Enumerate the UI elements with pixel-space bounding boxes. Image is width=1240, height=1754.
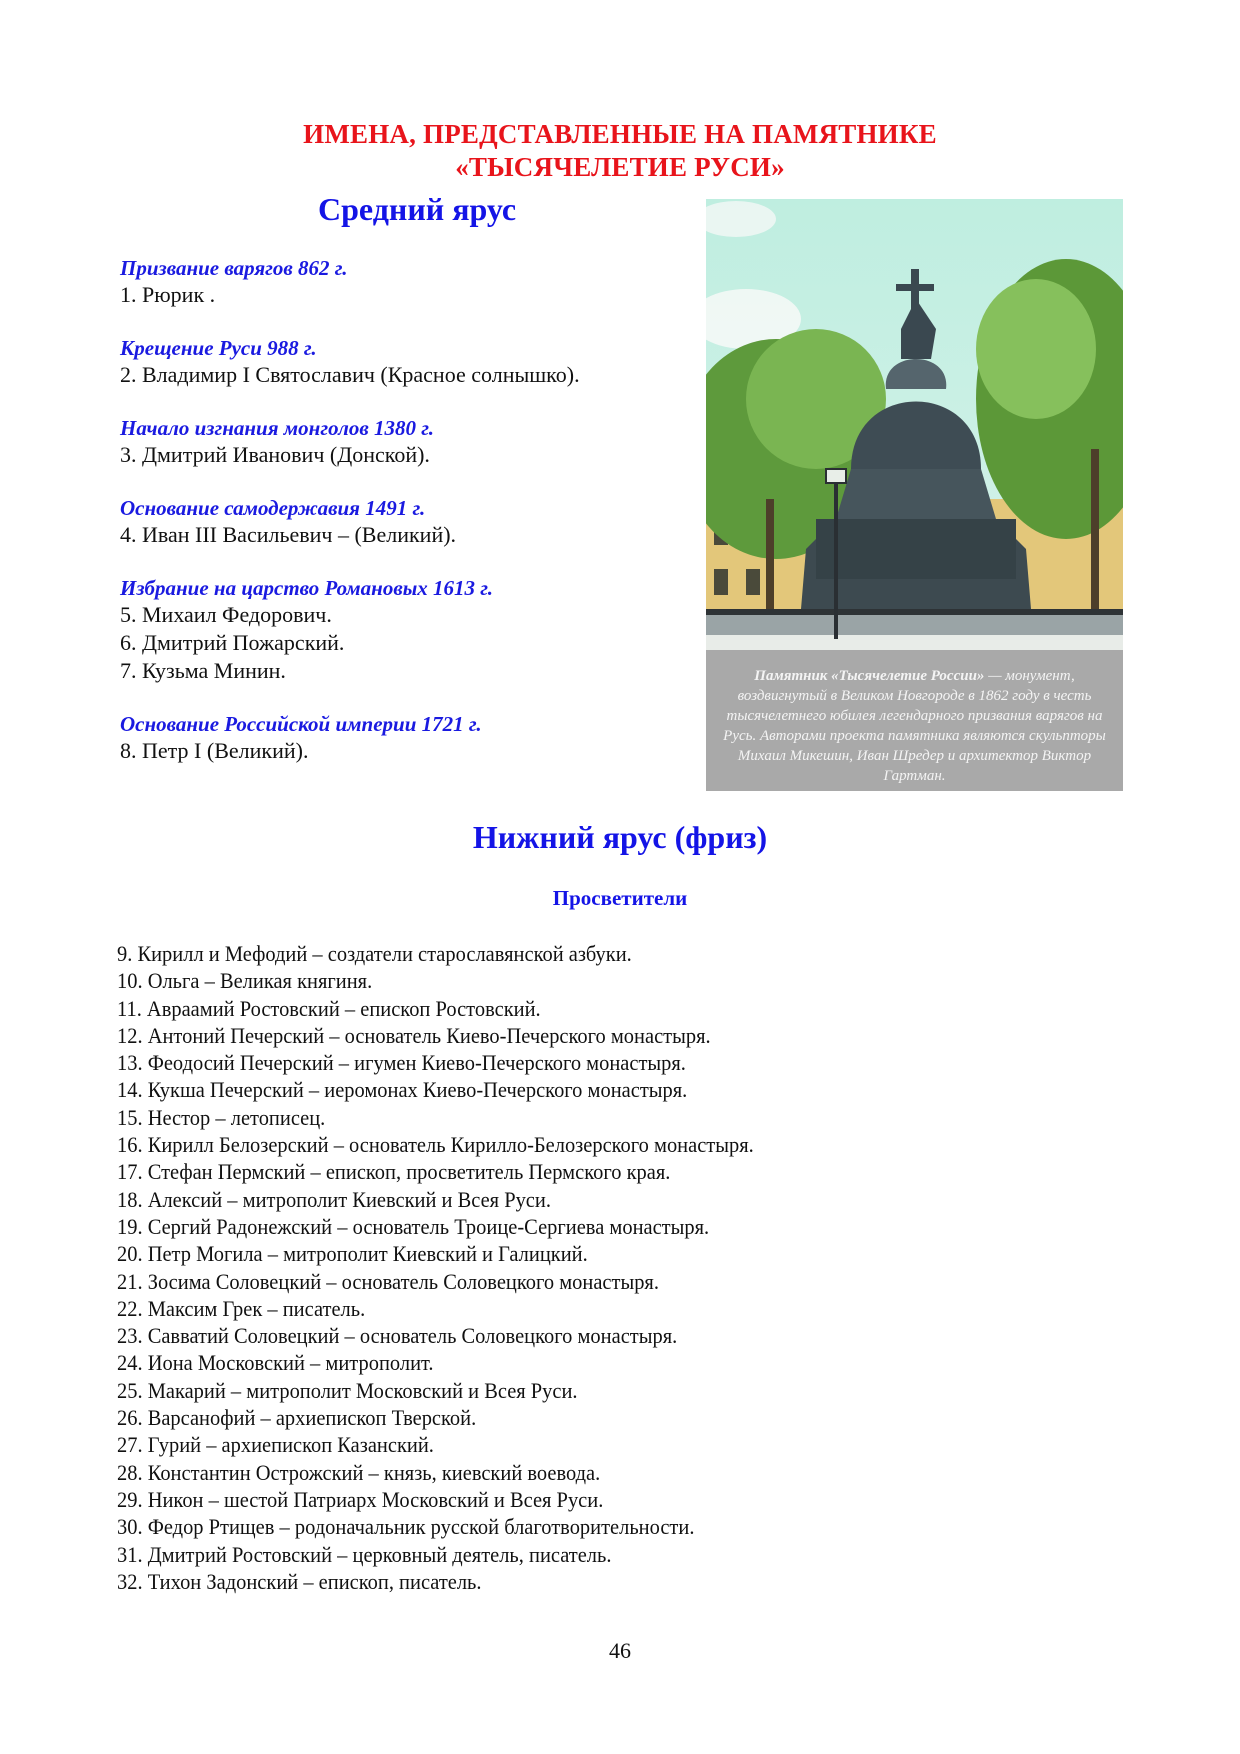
caption-text: — монумент, воздвигнутый в Великом Новгороде в 1862 году в честь тысячелетнего юбилея легендарного призвания варягов на Русь. Авторами проекта памятника являются скульпторы Михаил Микешин, Иван Шредер и архитектор Виктор Гартман.	[723, 668, 1106, 784]
list-item: 25. Макарий – митрополит Московский и Всея Руси.	[117, 1377, 578, 1403]
event-title: Основание самодержавия 1491 г.	[120, 496, 426, 520]
list-item: 21. Зосима Соловецкий – основатель Соловецкого монастыря.	[117, 1268, 659, 1294]
event-title: Избрание на царство Романовых 1613 г.	[120, 576, 494, 600]
lower-tier-list	[117, 940, 1117, 1595]
list-item: 22. Максим Грек – писатель.	[117, 1295, 366, 1321]
event-group	[120, 575, 690, 685]
name-entry: 5. Михаил Федорович.	[120, 602, 332, 627]
monument-image	[706, 199, 1123, 650]
list-item: 27. Гурий – архиепископ Казанский.	[117, 1432, 434, 1458]
monument-photo	[706, 199, 1123, 791]
list-item: 23. Савватий Соловецкий – основатель Соловецкого монастыря.	[117, 1323, 678, 1349]
list-item: 17. Стефан Пермский – епископ, просветитель Пермского края.	[117, 1159, 671, 1185]
list-item: 14. Кукша Печерский – иеромонах Киево-Печерского монастыря.	[117, 1077, 688, 1103]
event-title: Начало изгнания монголов 1380 г.	[120, 416, 434, 440]
page-title	[0, 118, 1240, 184]
title-line-2: «ТЫСЯЧЕЛЕТИЕ РУСИ»	[455, 152, 785, 182]
list-item: 20. Петр Могила – митрополит Киевский и Галицкий.	[117, 1241, 588, 1267]
list-item: 10. Ольга – Великая княгиня.	[117, 968, 373, 994]
name-entry: 2. Владимир I Святославич (Красное солнышко).	[120, 362, 580, 387]
name-entry: 8. Петр I (Великий).	[120, 738, 309, 763]
list-item: 13. Феодосий Печерский – игумен Киево-Печерского монастыря.	[117, 1050, 686, 1076]
caption-bold-title: Памятник «Тысячелетие России»	[754, 668, 985, 684]
middle-tier-heading: Средний ярус	[318, 191, 517, 227]
lower-tier-heading: Нижний ярус (фриз)	[472, 819, 768, 855]
list-item: 11. Авраамий Ростовский – епископ Ростовский.	[117, 995, 541, 1021]
event-group	[120, 415, 690, 469]
enlighteners-subheading: Просветители	[552, 886, 688, 910]
list-item: 24. Иона Московский – митрополит.	[117, 1350, 434, 1376]
list-item: 32. Тихон Задонский – епископ, писатель.	[117, 1568, 482, 1594]
name-entry: 3. Дмитрий Иванович (Донской).	[120, 442, 430, 467]
list-item: 31. Дмитрий Ростовский – церковный деятель, писатель.	[117, 1541, 612, 1567]
title-line-1: ИМЕНА, ПРЕДСТАВЛЕННЫЕ НА ПАМЯТНИКЕ	[303, 119, 937, 149]
list-item: 16. Кирилл Белозерский – основатель Кирилло-Белозерского монастыря.	[117, 1132, 754, 1158]
event-group	[120, 255, 690, 309]
list-item: 26. Варсанофий – архиепископ Тверской.	[117, 1405, 477, 1431]
event-group	[120, 495, 690, 549]
list-item: 29. Никон – шестой Патриарх Московский и Всея Руси.	[117, 1486, 604, 1512]
list-item: 19. Сергий Радонежский – основатель Троице-Сергиева монастыря.	[117, 1213, 710, 1239]
event-group	[120, 711, 690, 765]
list-item: 18. Алексий – митрополит Киевский и Всея Руси.	[117, 1186, 551, 1212]
event-title: Призвание варягов 862 г.	[120, 256, 348, 280]
list-item: 28. Константин Острожский – князь, киевский воевода.	[117, 1459, 601, 1485]
list-item: 9. Кирилл и Мефодий – создатели старославянской азбуки.	[117, 941, 632, 966]
event-group	[120, 335, 690, 389]
middle-tier-list	[120, 255, 690, 791]
name-entry: 6. Дмитрий Пожарский.	[120, 630, 345, 655]
event-title: Основание Российской империи 1721 г.	[120, 712, 482, 736]
page-number: 46	[609, 1638, 631, 1663]
list-item: 12. Антоний Печерский – основатель Киево-Печерского монастыря.	[117, 1022, 711, 1048]
event-title: Крещение Руси 988 г.	[120, 336, 317, 360]
name-entry: 7. Кузьма Минин.	[120, 658, 286, 683]
list-item: 15. Нестор – летописец.	[117, 1104, 326, 1130]
list-item: 30. Федор Ртищев – родоначальник русской благотворительности.	[117, 1514, 695, 1540]
name-entry: 4. Иван III Васильевич – (Великий).	[120, 522, 457, 547]
name-entry: 1. Рюрик .	[120, 282, 216, 307]
photo-caption	[706, 650, 1123, 791]
